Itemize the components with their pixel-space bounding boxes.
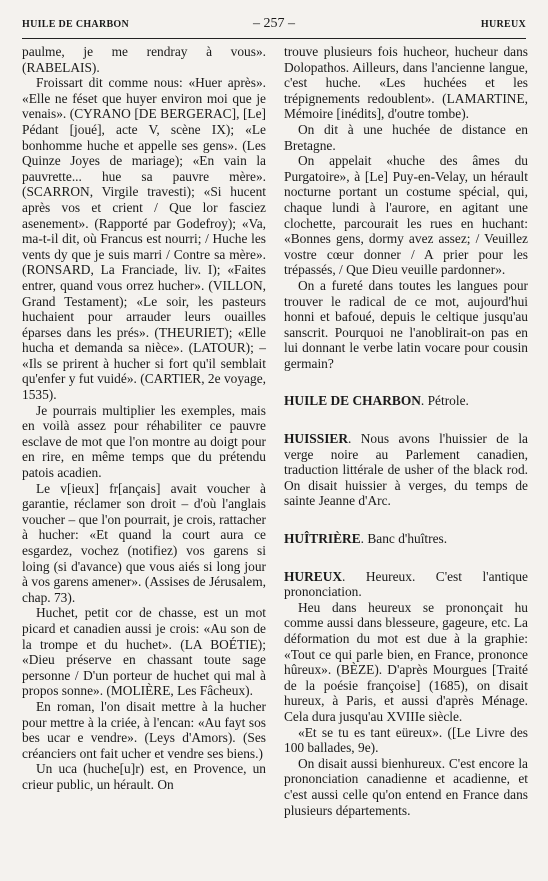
paragraph: On disait aussi bienhureux. C'est encore la prononciation canadienne et acadienne, et c'est aussi celle qu'on entend en France dans plusieurs départements. (284, 755, 528, 818)
entry-term: HUISSIER (284, 431, 349, 447)
entry-term: HUILE DE CHARBON (284, 393, 421, 409)
paragraph: Le v[ieux] fr[ançais] avait voucher à garantie, réclamer son droit – d'où l'anglais voucher – que l'on pourrait, je crois, rattacher à hucher: «Et quand la court aura ce esgardez, vochez (notifiez) vos garens si loing (si d'avance) que vous aiés si long jour à vos garens amener». (Assises de Jérusalem, chap. 73). (22, 480, 266, 605)
entry-definition: . Heureux. C'est l'antique prononciation. (284, 568, 528, 600)
page-header (22, 18, 526, 39)
right-column (284, 44, 528, 818)
paragraph: paulme, je me rendray à vous». (RABELAIS). (22, 44, 266, 75)
paragraph: En roman, l'on disait mettre à la hucher pour mettre à la criée, à l'encan: «Au fayt sos bes ucar e vendre». (Leys d'Amors). (Ses créanciers ont fait ucher et vendre ses biens.) (22, 698, 266, 761)
entry-definition: . Banc d'huîtres. (360, 531, 448, 547)
paragraph: Je pourrais multiplier les exemples, mais en voilà assez pour réhabiliter ce pauvre esclave de mot que l'on montre au doigt pour en rire, en même temps que du prétendu patois acadien. (22, 402, 266, 481)
paragraph: Huchet, petit cor de chasse, est un mot picard et canadien aussi je crois: «Au son de la trompe et du huchet». (LA BOÉTIE); «Dieu préserve en chassant toute sage personne / D'un porteur de huchet qui mal à propos sonne». (MOLIÈRE, Les Fâcheux). (22, 605, 266, 699)
entry-definition: . Pétrole. (420, 393, 469, 409)
page-number: – 257 – (253, 16, 295, 31)
running-head-left: HUILE DE CHARBON (22, 19, 130, 30)
paragraph: «Et se tu es tant eüreux». ([Le Livre des 100 ballades, 9e). (284, 724, 528, 756)
paragraph: Heu dans heureux se prononçait hu comme aussi dans blesseure, gageure, etc. La déformation du mot est due à la graphie: «Tout ce qui parle bien, en France, prononce hûreux». (BÈZE). D'après Mourgues [Traité de la poésie françoise] (1685), on disait hureux, à Paris, et aussi d'après Ménage. Cela dura jusqu'au XVIIIe siècle. (284, 599, 528, 724)
dictionary-entry (284, 393, 528, 409)
paragraph: Froissart dit comme nous: «Huer après». «Elle ne féset que huyer environ moi que je venais». (CYRANO [DE BERGERAC], [Le] Pédant [joué], acte V, scène IX); «Le bonhomme huche et appelle ses gens». (Les Quinze Joyes de mariage); «En vain la pauvrette... hue sa pauvre mère». (SCARRON, Virgile travesti); «Si hucent après vos et crient / Que lor fasciez asenement». (Rapporté par Godefroy); «Va, ma-t-il dit, où Francus est nourri; / Huche les vents dy que je suis marri / Contre sa mère». (RONSARD, La Franciade, liv. I); «Faites entrer, quand vous orrez hucher». (VILLON, Grand Testament); «Le soir, les pasteurs huchaient pour arrauder leurs ouailles éparses dans les prés». (THEURIET); «Elle hucha et demanda sa nièce». (LATOUR); – «Ils se prirent à hucher si fort qu'il semblait qu'enfer y fut vuidé». (CARTIER, 2e voyage, 1535). (22, 75, 266, 403)
left-column (22, 44, 266, 793)
dictionary-entry (284, 569, 528, 600)
paragraph: trouve plusieurs fois hucheor, hucheur dans Dolopathos. Ailleurs, dans l'ancienne langue, c'est huche. «Les huchées et les trépignements redoublent». (LAMARTINE, Mémoire [inédits], d'outre tombe). (284, 44, 528, 122)
dictionary-entry (284, 431, 528, 509)
entry-definition: . Nous avons l'huissier de la verge noire au Parlement canadien, traduction littérale de usher of the black rod. On disait huissier à verges, du temps de sainte Jeanne d'Arc. (284, 431, 528, 509)
paragraph: On a fureté dans toutes les langues pour trouver le radical de ce mot, aujourd'hui honni et bafoué, depuis le celtique jusqu'au sanscrit. Pourquoi ne l'anoblirait-on pas en lui donnant le verbe latin vocare pour cousin germain? (284, 277, 528, 371)
dictionary-entry (284, 531, 528, 547)
running-head-right: HUREUX (480, 19, 526, 30)
paragraph: On dit à une huchée de distance en Bretagne. (284, 121, 528, 153)
entry-term: HUÎTRIÈRE (284, 531, 361, 547)
entry-term: HUREUX (284, 568, 343, 584)
paragraph: On appelait «huche des âmes du Purgatoire», à [Le] Puy-en-Velay, un hérault nocturne portant un costume spécial, qui, chaque lundi à l'aurore, en agitant une clochette, parcourait les rues en huchant: «Bonnes gens, dormy avez assez; / Veuillez vostre cœur donner / A prier pour les trépassés, / Que Dieu veuille pardonner». (284, 153, 528, 278)
paragraph: Un uca (huche[u]r) est, en Provence, un crieur public, un hérault. On (22, 761, 266, 792)
